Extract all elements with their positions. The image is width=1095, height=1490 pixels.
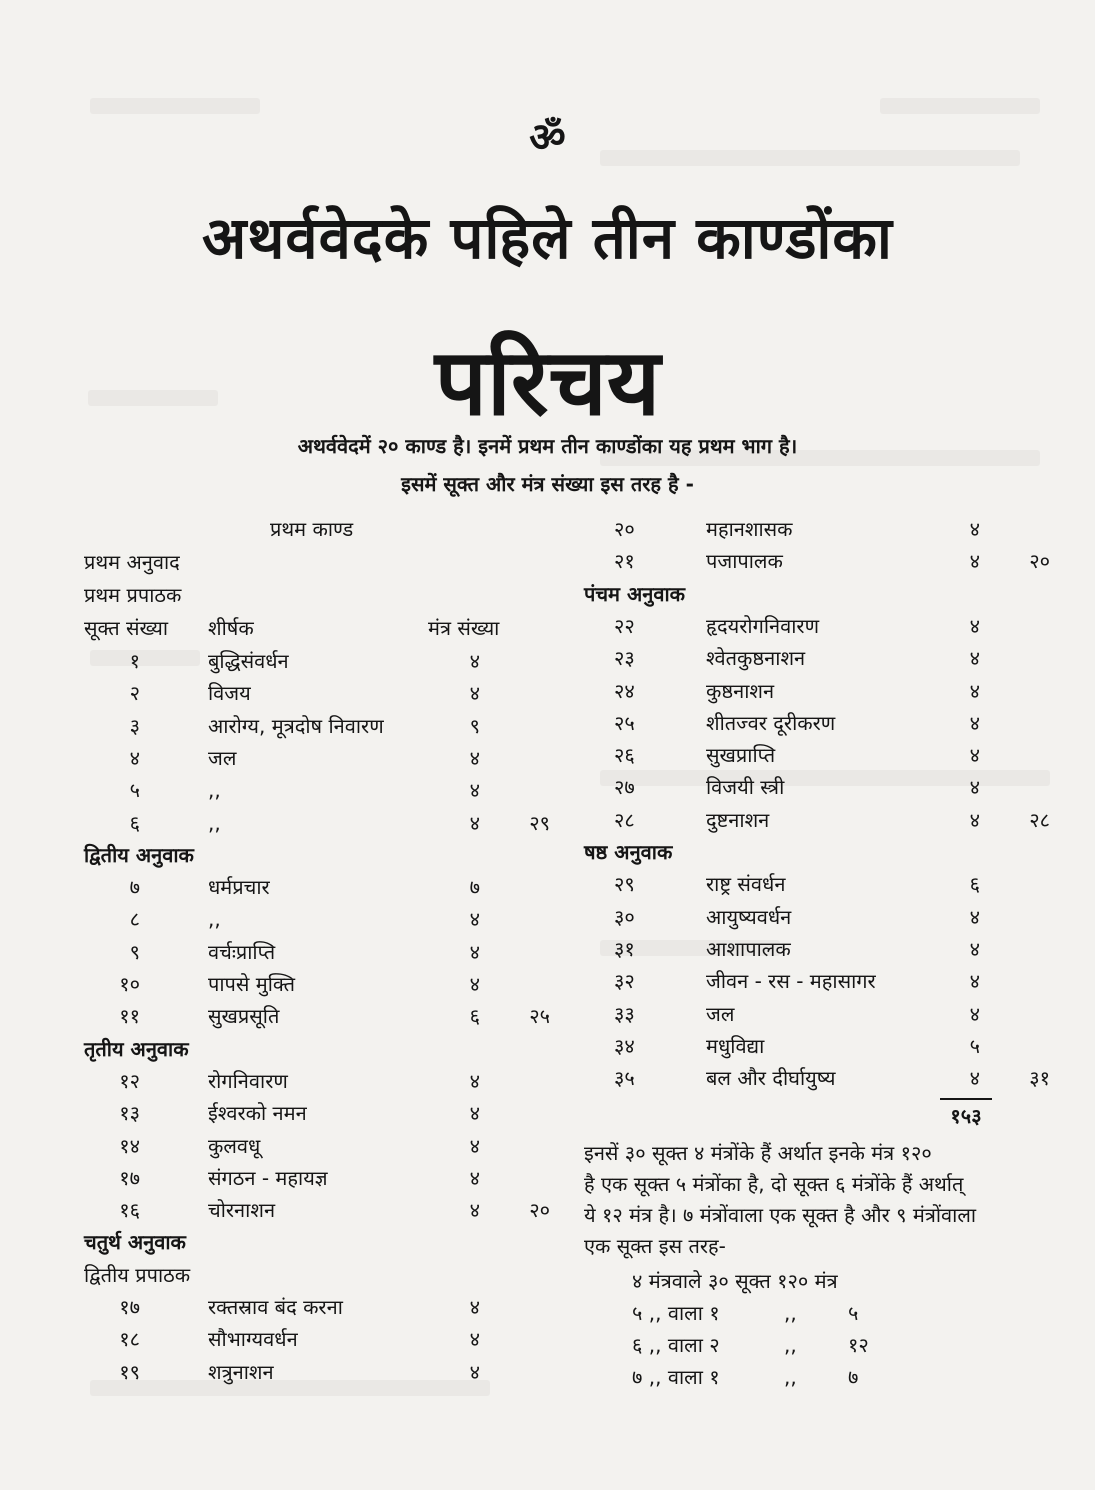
sukta-title: कुष्ठनाशन bbox=[706, 678, 775, 703]
sukta-number: १७ bbox=[119, 1295, 140, 1319]
sukta-title: विजय bbox=[208, 681, 251, 706]
kanda-heading: प्रथम काण्ड bbox=[270, 517, 354, 541]
sukta-title: ,, bbox=[208, 778, 221, 803]
sukta-title: सुखप्रसूति bbox=[208, 1004, 280, 1029]
mantra-count: ४ bbox=[469, 1359, 480, 1384]
mantra-count: ४ bbox=[469, 1165, 480, 1190]
sukta-number: ३३ bbox=[614, 1001, 635, 1026]
mantra-count: ४ bbox=[469, 1327, 480, 1352]
sukta-number: ५ bbox=[129, 778, 140, 803]
anuvak-total: २९ bbox=[529, 810, 550, 835]
anuvak-total: २० bbox=[1029, 549, 1050, 574]
sukta-number: ४ bbox=[129, 745, 140, 770]
anuvak-total: २० bbox=[529, 1198, 550, 1223]
sukta-number: ९ bbox=[129, 939, 140, 964]
anuvak-total: २८ bbox=[1029, 807, 1050, 832]
sukta-title: संगठन - महायज्ञ bbox=[208, 1165, 328, 1190]
sukta-title: सुखप्राप्ति bbox=[706, 743, 776, 768]
sukta-number: २६ bbox=[614, 743, 635, 768]
column-header-mantra: मंत्र संख्या bbox=[428, 616, 500, 640]
summary-value: १२ bbox=[848, 1333, 869, 1357]
title-line-1: अथर्ववेदके पहिले तीन काण्डोंका bbox=[202, 204, 893, 272]
mantra-count: ९ bbox=[469, 713, 480, 738]
sukta-title: ,, bbox=[208, 907, 221, 932]
anuvak-total: २५ bbox=[529, 1004, 550, 1029]
sukta-number: १४ bbox=[119, 1133, 140, 1158]
sukta-title: जल bbox=[208, 745, 237, 770]
mantra-count: ६ bbox=[969, 872, 980, 897]
sukta-number: ३१ bbox=[614, 936, 635, 961]
anuvak-total: ३१ bbox=[1029, 1066, 1050, 1091]
sukta-title: ईश्वरको नमन bbox=[208, 1101, 307, 1126]
sukta-number: ३४ bbox=[614, 1033, 635, 1058]
mantra-count: ४ bbox=[969, 646, 980, 671]
sukta-title: हृदयरोगनिवारण bbox=[706, 613, 820, 638]
summary-ditto: ,, bbox=[784, 1365, 797, 1389]
summary-value: ५ bbox=[848, 1301, 859, 1325]
sukta-number: ११ bbox=[119, 1004, 140, 1029]
sukta-title: सौभाग्यवर्धन bbox=[208, 1327, 298, 1352]
sukta-title: कुलवधू bbox=[208, 1133, 261, 1158]
mantra-count: ४ bbox=[469, 907, 480, 932]
paragraph-line: है एक सूक्त ५ मंत्रोंका है, दो सूक्त ६ मंत्रोंके हैं अर्थात् bbox=[584, 1172, 964, 1196]
anuvak-heading: तृतीय अनुवाक bbox=[84, 1036, 189, 1061]
mantra-count: ४ bbox=[469, 745, 480, 770]
mantra-count: ४ bbox=[469, 778, 480, 803]
sukta-title: चोरनाशन bbox=[208, 1198, 276, 1223]
mantra-count: ४ bbox=[469, 1198, 480, 1223]
sukta-title: रोगनिवारण bbox=[208, 1068, 288, 1093]
sukta-number: ३५ bbox=[614, 1066, 635, 1091]
mantra-count: ४ bbox=[969, 613, 980, 638]
sukta-title: वर्चःप्राप्ति bbox=[208, 939, 276, 964]
mantra-count: ५ bbox=[969, 1033, 980, 1058]
sukta-number: २९ bbox=[614, 872, 635, 897]
mantra-count: ४ bbox=[469, 1068, 480, 1093]
mantra-count: ४ bbox=[969, 678, 980, 703]
sukta-number: १७ bbox=[119, 1165, 140, 1190]
sukta-number: १० bbox=[119, 972, 140, 996]
sukta-title: श्वेतकुष्ठनाशन bbox=[706, 646, 806, 671]
mantra-count: ४ bbox=[969, 936, 980, 961]
sukta-number: २० bbox=[614, 517, 635, 541]
sukta-number: २५ bbox=[614, 710, 635, 735]
mantra-count: ४ bbox=[969, 517, 980, 541]
sukta-number: २३ bbox=[614, 646, 635, 671]
sukta-number: २८ bbox=[614, 807, 635, 832]
mantra-count: ४ bbox=[969, 1001, 980, 1026]
sukta-number: ३० bbox=[614, 904, 635, 929]
sukta-number: १६ bbox=[119, 1198, 140, 1223]
sukta-title: मधुविद्या bbox=[706, 1033, 765, 1058]
anuvak-heading: षष्ठ अनुवाक bbox=[584, 840, 673, 864]
summary-label: ४ मंत्रवाले ३० सूक्त १२० मंत्र bbox=[632, 1269, 838, 1293]
sukta-number: २७ bbox=[614, 775, 635, 800]
mantra-count: ४ bbox=[969, 969, 980, 994]
paragraph-line: ये १२ मंत्र है। ७ मंत्रोंवाला एक सूक्त है और ९ मंत्रोंवाला bbox=[584, 1203, 977, 1227]
sukta-title: बुद्धिसंवर्धन bbox=[208, 649, 289, 673]
anuvak-heading: पंचम अनुवाक bbox=[584, 581, 686, 606]
sukta-number: २२ bbox=[614, 613, 635, 638]
sukta-number: ३२ bbox=[614, 969, 635, 994]
sukta-title: महानशासक bbox=[706, 517, 793, 541]
mantra-count: ४ bbox=[969, 775, 980, 800]
mantra-count: ४ bbox=[969, 710, 980, 735]
sukta-title: विजयी स्त्री bbox=[706, 775, 785, 800]
mantra-count: ४ bbox=[469, 810, 480, 835]
column-header-sukta: सूक्त संख्या bbox=[84, 616, 168, 640]
sukta-title: राष्ट्र संवर्धन bbox=[706, 872, 786, 897]
mantra-count: ४ bbox=[969, 1066, 980, 1091]
sukta-number: १ bbox=[129, 649, 140, 673]
summary-ditto: ,, bbox=[784, 1301, 797, 1325]
mantra-count: ४ bbox=[969, 743, 980, 768]
sukta-number: १३ bbox=[119, 1101, 140, 1126]
sukta-number: ६ bbox=[129, 810, 140, 835]
mantra-count: ४ bbox=[469, 1101, 480, 1126]
sukta-title: शत्रुनाशन bbox=[208, 1359, 274, 1384]
sukta-title: आयुष्यवर्धन bbox=[706, 904, 792, 929]
sukta-title: शीतज्वर दूरीकरण bbox=[706, 710, 836, 735]
total-underline bbox=[940, 1098, 992, 1100]
mantra-count: ४ bbox=[969, 904, 980, 929]
intro-line-1: अथर्ववेदमें २० काण्ड है। इनमें प्रथम तीन काण्डोंका यह प्रथम भाग है। bbox=[297, 434, 798, 458]
anuvak-heading: चतुर्थ अनुवाक bbox=[84, 1230, 186, 1255]
sukta-title: पापसे मुक्ति bbox=[208, 972, 296, 996]
intro-line-2: इसमें सूक्त और मंत्र संख्या इस तरह है - bbox=[401, 472, 694, 496]
mantra-count: ४ bbox=[969, 807, 980, 832]
title-line-2: परिचय bbox=[434, 329, 661, 436]
sukta-title: ,, bbox=[208, 810, 221, 835]
anuvak-heading: द्वितीय प्रपाठक bbox=[84, 1262, 191, 1287]
sukta-title: रक्तस्राव बंद करना bbox=[208, 1295, 343, 1319]
sukta-number: २१ bbox=[614, 549, 635, 574]
sukta-number: १२ bbox=[119, 1068, 140, 1093]
anuvak-heading: प्रथम अनुवाद bbox=[84, 550, 180, 574]
sukta-number: १८ bbox=[119, 1327, 140, 1352]
mantra-count: ७ bbox=[469, 875, 480, 900]
sukta-number: १९ bbox=[119, 1359, 140, 1384]
sukta-title: आरोग्य, मूत्रदोष निवारण bbox=[208, 713, 384, 738]
summary-label: ७ ,, वाला १ bbox=[632, 1365, 720, 1389]
mantra-count: ४ bbox=[469, 1133, 480, 1158]
mantra-count: ४ bbox=[969, 549, 980, 574]
sukta-title: पजापालक bbox=[706, 549, 783, 574]
grand-total: १५३ bbox=[950, 1104, 982, 1128]
sukta-title: जीवन - रस - महासागर bbox=[706, 969, 876, 994]
paragraph-line: एक सूक्त इस तरह- bbox=[584, 1234, 726, 1258]
mantra-count: ६ bbox=[469, 1004, 480, 1029]
mantra-count: ४ bbox=[469, 972, 480, 996]
sukta-number: ७ bbox=[129, 875, 140, 900]
mantra-count: ४ bbox=[469, 681, 480, 706]
sukta-title: आशापालक bbox=[706, 936, 791, 961]
summary-paragraph bbox=[584, 1138, 1062, 1262]
summary-value: ७ bbox=[848, 1365, 859, 1389]
mantra-count: ४ bbox=[469, 939, 480, 964]
sukta-title: बल और दीर्घायुष्य bbox=[706, 1066, 836, 1091]
sukta-title: धर्मप्रचार bbox=[208, 875, 270, 900]
paragraph-line: इनसें ३० सूक्त ४ मंत्रोंके हैं अर्थात इनके मंत्र १२० bbox=[584, 1141, 932, 1165]
summary-label: ६ ,, वाला २ bbox=[632, 1333, 720, 1357]
om-symbol: ॐ bbox=[529, 115, 566, 161]
column-header-title: शीर्षक bbox=[208, 616, 254, 640]
summary-ditto: ,, bbox=[784, 1333, 797, 1357]
sukta-title: जल bbox=[706, 1001, 735, 1026]
summary-label: ५ ,, वाला १ bbox=[632, 1301, 720, 1325]
mantra-count: ४ bbox=[469, 1295, 480, 1319]
sukta-number: २ bbox=[129, 681, 140, 706]
mantra-count: ४ bbox=[469, 649, 480, 673]
anuvak-heading: द्वितीय अनुवाक bbox=[84, 842, 194, 867]
sukta-title: दुष्टनाशन bbox=[706, 807, 770, 832]
sukta-number: ३ bbox=[129, 713, 140, 738]
sukta-number: २४ bbox=[614, 678, 635, 703]
sukta-number: ८ bbox=[129, 907, 140, 932]
prapathak-heading: प्रथम प्रपाठक bbox=[84, 583, 182, 607]
